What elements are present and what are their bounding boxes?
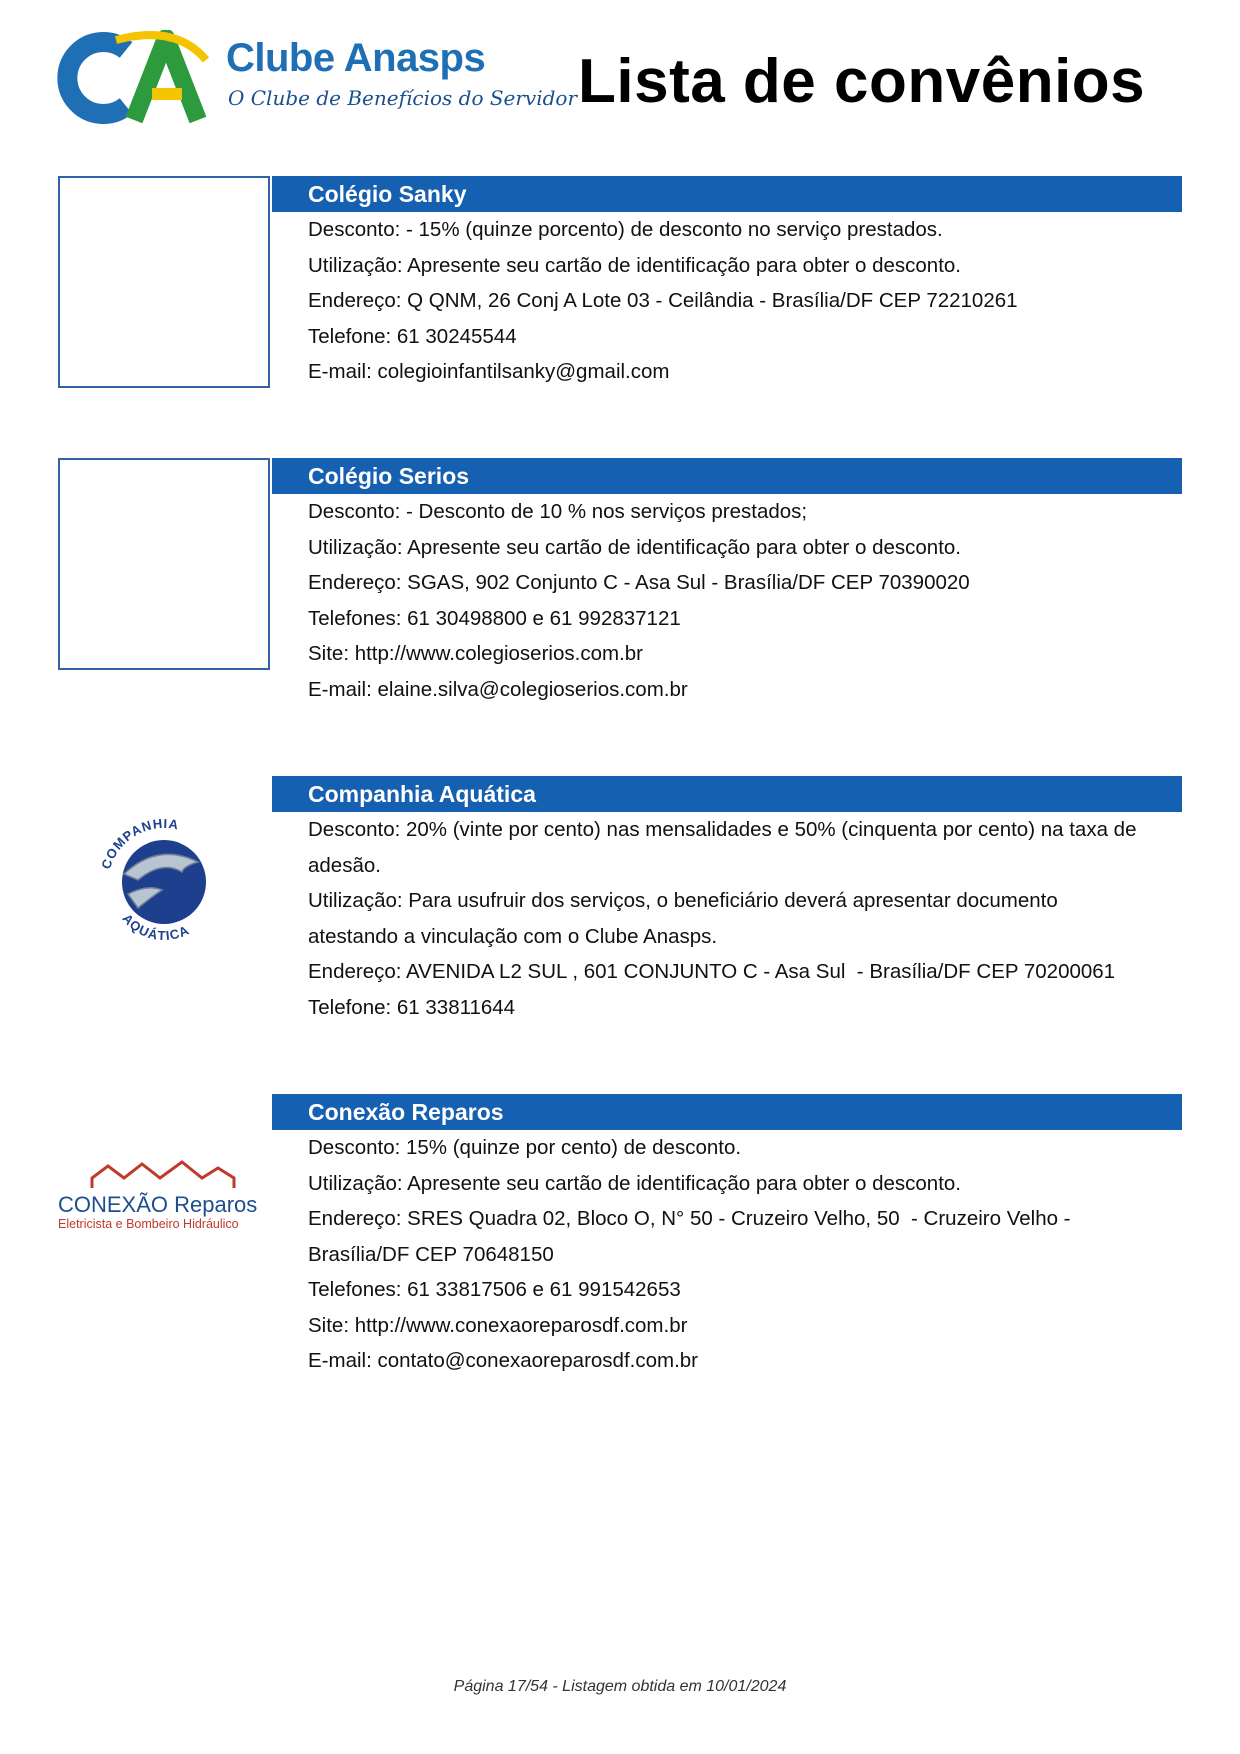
detail-line: Desconto: - 15% (quinze porcento) de desconto no serviço prestados. (308, 218, 943, 241)
detail-line: Endereço: SRES Quadra 02, Bloco O, N° 50 - Cruzeiro Velho, 50 - Cruzeiro Velho - (308, 1207, 1071, 1230)
detail-line: Endereço: SGAS, 902 Conjunto C - Asa Sul - Brasília/DF CEP 70390020 (308, 571, 970, 594)
detail-line: adesão. (308, 853, 381, 877)
detail-line: Utilização: Apresente seu cartão de identificação para obter o desconto. (308, 253, 961, 277)
logo-text-main: CONEXÃO Reparos (58, 1192, 258, 1217)
partner-details (308, 812, 1182, 1025)
detail-line: Utilização: Para usufruir dos serviços, o beneficiário deverá apresentar documento (308, 889, 1058, 912)
detail-line: Endereço: Q QNM, 26 Conj A Lote 03 - Ceilândia - Brasília/DF CEP 72210261 (308, 289, 1018, 312)
email-link[interactable]: E-mail: elaine.silva@colegioserios.com.br (308, 677, 688, 701)
site-link[interactable]: Site: http://www.conexaoreparosdf.com.br (308, 1313, 688, 1337)
brand-tagline: O Clube de Benefícios do Servidor (228, 86, 578, 110)
dolphin-logo (58, 776, 270, 988)
detail-line: atestando a vinculação com o Clube Anasps. (308, 924, 718, 948)
partner-details (308, 212, 1182, 390)
roof-icon (58, 1094, 270, 1306)
logo-text-bottom: AQUÁTICA (119, 910, 192, 944)
detail-line: Telefones: 61 33817506 e 61 991542653 (308, 1278, 681, 1301)
detail-line: Endereço: AVENIDA L2 SUL , 601 CONJUNTO C - Asa Sul - Brasília/DF CEP 70200061 (308, 960, 1116, 983)
logo-text-sub: Eletricista e Bombeiro Hidráulico (58, 1217, 239, 1231)
site-link[interactable]: Site: http://www.colegioserios.com.br (308, 642, 643, 665)
detail-line: Utilização: Apresente seu cartão de identificação para obter o desconto. (308, 535, 961, 559)
ca-monogram-icon (56, 30, 226, 126)
partner-details (308, 494, 1182, 707)
empty-logo-box (58, 176, 270, 388)
brand-name: Clube Anasps (226, 36, 486, 80)
email-link[interactable]: E-mail: contato@conexaoreparosdf.com.br (308, 1349, 698, 1372)
detail-line: Telefone: 61 30245544 (308, 324, 517, 348)
partner-name: Colégio Serios (272, 458, 1182, 494)
club-logo (56, 30, 578, 126)
empty-logo-box (58, 458, 270, 670)
detail-line: Telefones: 61 30498800 e 61 992837121 (308, 606, 681, 630)
logo-text-top: COMPANHIA (98, 815, 181, 872)
partner-details (308, 1130, 1182, 1379)
partner-name: Conexão Reparos (272, 1094, 1182, 1130)
partner-name: Companhia Aquática (272, 776, 1182, 812)
roof-logo (58, 1094, 270, 1306)
page-footer: Página 17/54 - Listagem obtida em 10/01/2024 (453, 1678, 787, 1695)
detail-line: Telefone: 61 33811644 (308, 995, 516, 1019)
detail-line: Utilização: Apresente seu cartão de identificação para obter o desconto. (308, 1171, 961, 1195)
email-link[interactable]: E-mail: colegioinfantilsanky@gmail.com (308, 360, 670, 383)
detail-line: Desconto: - Desconto de 10 % nos serviços prestados; (308, 500, 808, 523)
detail-line: Desconto: 20% (vinte por cento) nas mensalidades e 50% (cinquenta por cento) na taxa de (308, 818, 1137, 841)
detail-line: Brasília/DF CEP 70648150 (308, 1242, 554, 1266)
partner-name: Colégio Sanky (272, 176, 1182, 212)
detail-line: Desconto: 15% (quinze por cento) de desconto. (308, 1136, 742, 1159)
page-title: Lista de convênios (578, 47, 1146, 116)
dolphin-icon (58, 776, 270, 988)
